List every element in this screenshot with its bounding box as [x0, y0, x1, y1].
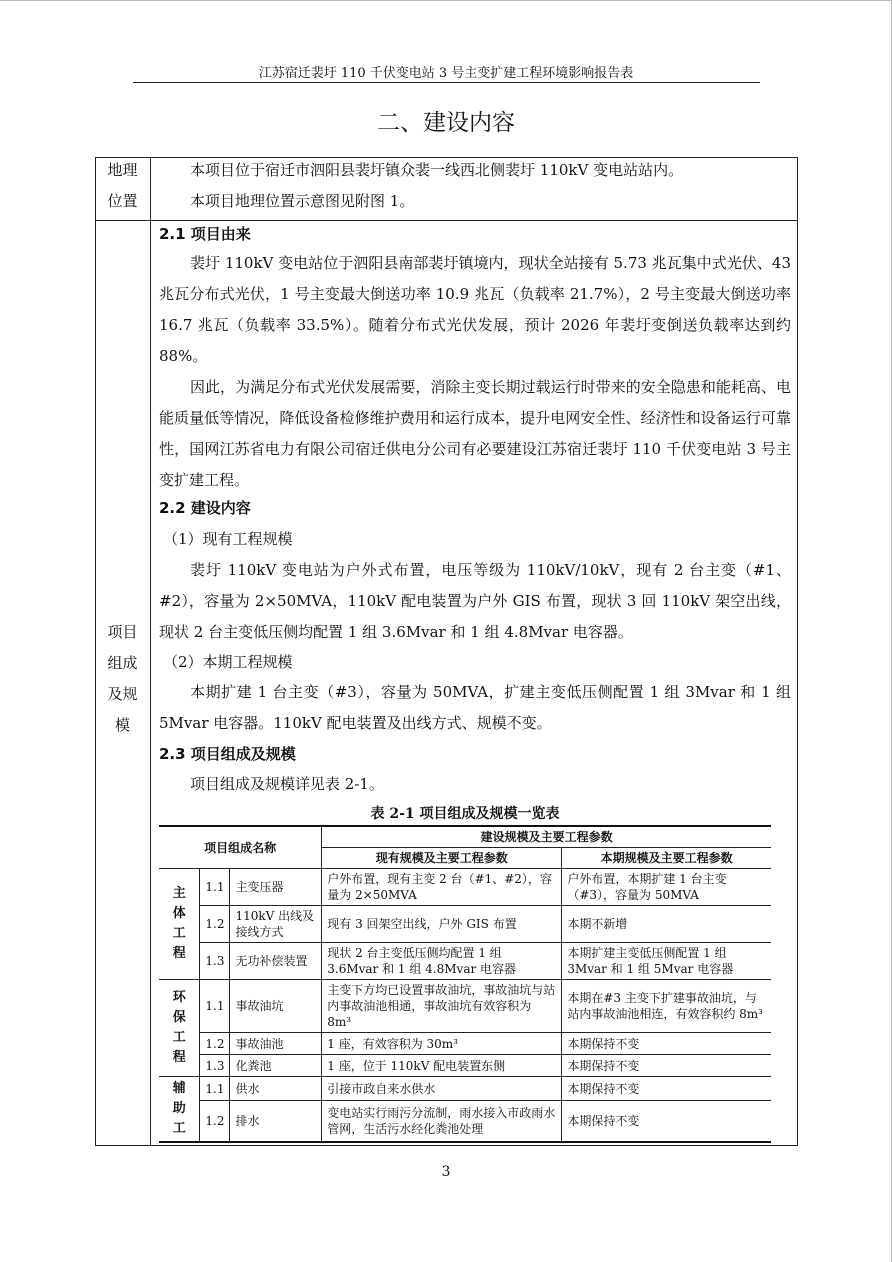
- row-no: 1.2: [200, 906, 230, 943]
- row-no: 1.1: [200, 869, 230, 906]
- table-header-row: [159, 826, 771, 848]
- row-item: 事故油池: [230, 1033, 322, 1055]
- row-existing: 变电站实行雨污分流制，雨水接入市政雨水管网，生活污水经化粪池处理: [322, 1101, 562, 1142]
- table-row: [159, 1055, 771, 1077]
- group-env: 环 保 工 程: [159, 980, 200, 1077]
- table-row: [159, 943, 771, 980]
- header-name: 项目组成名称: [159, 826, 322, 869]
- row-item: 化粪池: [230, 1055, 322, 1077]
- row-current: 本期扩建主变低压侧配置 1 组 3Mvar 和 1 组 5Mvar 电容器: [562, 943, 771, 980]
- section-title: 二、建设内容: [377, 110, 515, 136]
- row-current: 本期不新增: [562, 906, 771, 943]
- table-row: [159, 1033, 771, 1055]
- row-item: 110kV 出线及接线方式: [230, 906, 322, 943]
- composition-label: [95, 617, 150, 741]
- row-existing: 1 座，位于 110kV 配电装置东侧: [322, 1055, 562, 1077]
- row-existing: 1 座，有效容积为 30m³: [322, 1033, 562, 1055]
- heading-2-3: 2.3 项目组成及规模: [159, 745, 296, 763]
- group-main: 主 体 工 程: [159, 869, 200, 980]
- table-row: [159, 1101, 771, 1142]
- row-current: 户外布置，本期扩建 1 台主变（#3），容量为 50MVA: [562, 869, 771, 906]
- row-no: 1.1: [200, 1077, 230, 1101]
- location-label: [95, 155, 150, 217]
- subheading-current: （2）本期工程规模: [163, 653, 293, 671]
- paragraph-necessity: 因此，为满足分布式光伏发展需要，消除主变长期过载运行时带来的安全隐患和能耗高、电能质量低等情况，降低设备检修维护费用和运行成本，提升电网安全性、经济性和设备运行可靠性，国网江苏省电力有限公司宿迁供电分公司有必要建设江苏宿迁裴圩 110 千伏变电站 3 号主变扩建工程。: [159, 378, 791, 489]
- location-text: 本项目位于宿迁市泗阳县裴圩镇众裴一线西北侧裴圩 110kV 变电站站内。: [190, 161, 684, 179]
- location-label-line: 位置: [107, 192, 138, 210]
- row-item: 无功补偿装置: [230, 943, 322, 980]
- table-caption: 表 2-1 项目组成及规模一览表: [370, 806, 560, 822]
- composition-label-line: 项目: [107, 623, 138, 641]
- subheading-existing: （1）现有工程规模: [163, 530, 293, 548]
- header-rule: [133, 82, 760, 83]
- row-item: 供水: [230, 1077, 322, 1101]
- composition-label-line: 组成: [107, 654, 138, 672]
- row-no: 1.3: [200, 943, 230, 980]
- header-params: 建设规模及主要工程参数: [322, 826, 771, 848]
- paragraph-existing-scale: 裴圩 110kV 变电站为户外式布置，电压等级为 110kV/10kV，现有 2 台主变（#1、#2），容量为 2×50MVA，110kV 配电装置为户外 GIS 布置，现状 3 回 110kV 架空出线，现状 2 台主变低压侧均配置 1 组 3.6Mvar 和 1 组 4.8Mvar 电容器。: [159, 561, 791, 641]
- row-existing: 现有 3 回架空出线，户外 GIS 布置: [322, 906, 562, 943]
- heading-2-2: 2.2 建设内容: [159, 499, 251, 517]
- row-divider: [95, 220, 798, 221]
- paragraph-origin: 裴圩 110kV 变电站位于泗阳县南部裴圩镇境内，现状全站接有 5.73 兆瓦集中式光伏、43 兆瓦分布式光伏，1 号主变最大倒送功率 10.9 兆瓦（负载率 21.7%），2 号主变最大倒送功率 16.7 兆瓦（负载率 33.5%）。随着分布式光伏发展，预计 2026 年裴圩变倒送负载率达到约 88%。: [159, 254, 791, 365]
- label-column-divider: [150, 157, 151, 1146]
- row-existing: 引接市政自来水供水: [322, 1077, 562, 1101]
- row-no: 1.3: [200, 1055, 230, 1077]
- row-no: 1.2: [200, 1033, 230, 1055]
- table-row: [159, 869, 771, 906]
- paragraph-table-ref: 项目组成及规模详见表 2-1。: [190, 775, 384, 793]
- composition-label-line: 模: [114, 716, 130, 734]
- header-current: 本期规模及主要工程参数: [562, 848, 771, 869]
- page-top-edge: [0, 0, 892, 1]
- table-row: [159, 1077, 771, 1101]
- row-current: 本期在#3 主变下扩建事故油坑，与站内事故油池相连，有效容积约 8m³: [562, 980, 771, 1033]
- table-row: [159, 906, 771, 943]
- row-no: 1.2: [200, 1101, 230, 1142]
- row-no: 1.1: [200, 980, 230, 1033]
- composition-label-line: 及规: [107, 685, 138, 703]
- table-row: [159, 980, 771, 1033]
- row-item: 事故油坑: [230, 980, 322, 1033]
- row-item: 主变压器: [230, 869, 322, 906]
- running-header: 江苏宿迁裴圩 110 千伏变电站 3 号主变扩建工程环境影响报告表: [258, 66, 634, 81]
- row-current: 本期保持不变: [562, 1033, 771, 1055]
- row-current: 本期保持不变: [562, 1055, 771, 1077]
- row-item: 排水: [230, 1101, 322, 1142]
- row-current: 本期保持不变: [562, 1077, 771, 1101]
- header-existing: 现有规模及主要工程参数: [322, 848, 562, 869]
- row-existing: 主变下方均已设置事故油坑，事故油坑与站内事故油池相通，事故油坑有效容积为 8m³: [322, 980, 562, 1033]
- page-number: 3: [441, 1164, 451, 1180]
- heading-2-1: 2.1 项目由来: [159, 225, 251, 243]
- paragraph-current-scale: 本期扩建 1 台主变（#3），容量为 50MVA，扩建主变低压侧配置 1 组 3Mvar 和 1 组 5Mvar 电容器。110kV 配电装置及出线方式、规模不变。: [159, 683, 791, 732]
- row-existing: 户外布置，现有主变 2 台（#1、#2），容量为 2×50MVA: [322, 869, 562, 906]
- row-existing: 现状 2 台主变低压侧均配置 1 组 3.6Mvar 和 1 组 4.8Mvar 电容器: [322, 943, 562, 980]
- row-current: 本期保持不变: [562, 1101, 771, 1142]
- group-aux: 辅 助 工: [159, 1077, 200, 1143]
- location-label-line: 地理: [107, 161, 138, 179]
- location-text: 本项目地理位置示意图见附图 1。: [190, 192, 415, 210]
- composition-table: [159, 825, 771, 1143]
